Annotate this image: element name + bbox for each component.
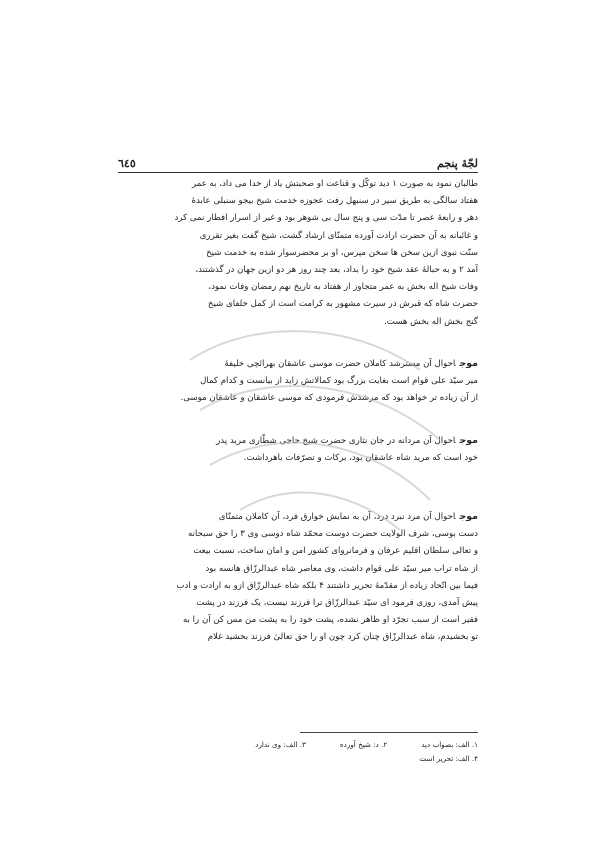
text-line: و تعالی سلطان اقلیم عرفان و فرمانروای کشور امن و امان ساخت، نسبت بیعت xyxy=(193,546,478,557)
footnote-row xyxy=(118,738,478,752)
text-line: از شاه تراب میر سیّد علی قوام داشت، وی معاصر شاه عبدالرزّاق هانسه بود xyxy=(205,563,478,574)
footnote-1: ۱. الف: بصواب دید xyxy=(421,740,478,749)
text-line: موجاحوال آن مردانه در جان نثاری حضرت شیخ حاجی شطّاری مرید پدر xyxy=(216,435,478,446)
text-line: از آن زیاده تر خواهد بود که مرشدش فرمودی که موسی عاشقان و عاشقان موسی. xyxy=(180,393,478,404)
paragraph-3 xyxy=(118,432,478,467)
page-number: ٦٤٥ xyxy=(118,157,136,170)
text-line: تو بخشیدم، شاه عبدالرزّاق چنان کرد چون او را حق تعالیٰ فرزند بخشید غلام xyxy=(207,632,478,643)
text-line: گنج بخش اله بخش هست. xyxy=(384,316,478,327)
text-line: دهر و رابعهٔ عصر تا مدّت سی و پنج سال بی شوهر بود و غیر از اسرار افطار نمی کرد xyxy=(174,213,478,224)
footnote-rule xyxy=(300,732,478,733)
text-line: موجاحوال آن مرد نبرد درد، آن به نمایش خوارق فرد، آن کاملان متمنّای xyxy=(218,511,478,522)
footnote-4: ۴. الف: تحریر است xyxy=(419,754,478,763)
footnote-row xyxy=(118,752,478,766)
text-line: و غائبانه به آن حضرت ارادت آورده متمنّای ارشاد گشت، شیخ گفت بغیر تقرری xyxy=(199,230,478,241)
footnotes xyxy=(118,738,478,766)
paragraph-2 xyxy=(118,355,478,408)
text-line: وفات شیخ اله بخش به عمر متجاوز از هفتاد به تاریخ نهم رمضان وفات نمود، xyxy=(208,282,478,293)
header-rule xyxy=(118,172,478,173)
paragraph-1 xyxy=(118,176,478,331)
text-line: موجاحوال آن مسترشد کاملان حضرت موسی عاشقان بهرائچی خلیفهٔ xyxy=(224,358,478,369)
text-line: فقیر است از سبب تجرّد او ظاهر نشده، پشت خود را به پشت من مس کن آن را به xyxy=(182,615,478,626)
text-line: میر سیّد علی قوام است بغایت بزرگ بود کمالاتش زاید از بیانست و کدام کمال xyxy=(200,376,478,387)
footnote-3: ۳. الف: وی ندارد xyxy=(255,740,306,749)
text-line: دست بوسی، شرف الولایت حضرت دوست محمّد شاه دوسی وی ۳ را حق سبحانه xyxy=(188,529,478,540)
running-header xyxy=(118,152,478,170)
footnote-2: ۲. د: شیخ آورده xyxy=(339,740,388,749)
section-marker: موج xyxy=(459,358,478,369)
text-line: حضرت شاه که قبرش در سیرت مشهور به کرامت است از کمل خلفای شیخ xyxy=(207,299,478,310)
watermark-seal xyxy=(170,300,470,540)
section-marker: موج xyxy=(459,435,478,446)
text-line: طالبان نمود به صورت ۱ دید توکّل و قناعت او صحبتش یاد از خدا می داد، به عمر xyxy=(191,179,478,189)
text-line: آمد ۲ و به حبالهٔ عقد شیخ خود را بداد، بعد چند روز هر دو ازین جهان در گذشتند، xyxy=(195,265,478,276)
text-line: فیما بین اتّحاد زیاده از مقدّمهٔ تحریر داشتند ۴ بلکه شاه عبدالرزّاق ازو به ارادت و ادب xyxy=(176,580,478,591)
chapter-title: لجّهٔ پنجم xyxy=(437,157,478,170)
paragraph-4 xyxy=(118,508,478,647)
text-line: سنّت نبوی ازین سخن ها سخن مپرس، او بر محضرسوار شده به خدمت شیخ xyxy=(206,247,478,258)
section-marker: موج xyxy=(459,511,478,522)
text-line: پیش آمدی، روزی فرمود ای سیّد عبدالرزّاق ترا فرزند نیست، یک فرزند در پشت xyxy=(196,598,478,609)
text-line: هفتاد سالگی به طریق سیر در سنبهل رفت عجوزه خدمت شیخ بیجو سنبلی عابدهٔ xyxy=(191,196,478,207)
text-line: خود است که مرید شاه عاشقان بود، برکات و تصرّفات باهرداشت. xyxy=(243,453,478,464)
